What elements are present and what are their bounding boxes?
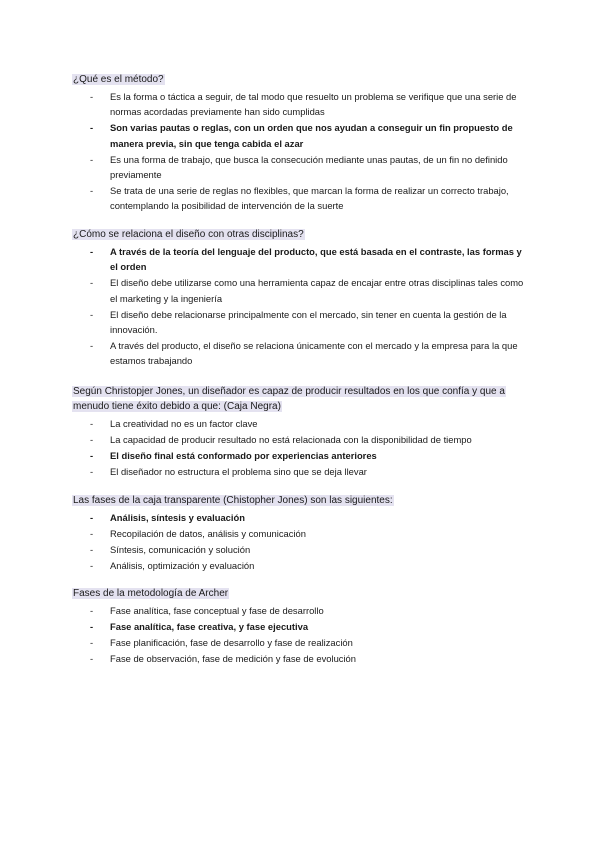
bullet-dash: -	[90, 449, 94, 461]
answer-option	[72, 275, 532, 306]
answer-option	[72, 464, 532, 479]
bullet-dash: -	[90, 153, 94, 165]
bullet-dash: -	[90, 308, 94, 320]
question-heading: ¿Cómo se relaciona el diseño con otras disciplinas?	[73, 229, 304, 240]
answer-text: Son varias pautas o reglas, con un orden que nos ayudan a conseguir un fin propuesto de manera previa, sin que tenga cabida el azar	[110, 122, 513, 149]
answer-text: La creatividad no es un factor clave	[110, 418, 258, 429]
answer-option	[72, 635, 532, 650]
answer-list	[72, 416, 532, 479]
bullet-dash: -	[90, 184, 94, 196]
question-heading: ¿Qué es el método?	[73, 74, 164, 85]
bullet-dash: -	[90, 277, 94, 289]
bullet-dash: -	[90, 512, 94, 523]
question-block-4	[72, 493, 532, 574]
answer-option	[72, 183, 532, 214]
bullet-dash: -	[90, 543, 94, 555]
bullet-dash: -	[90, 559, 94, 571]
bullet-dash: -	[90, 652, 94, 664]
answer-list	[72, 244, 532, 369]
answer-option	[72, 432, 532, 447]
question-block-2	[72, 227, 532, 369]
bullet-dash: -	[90, 246, 94, 257]
answer-text: Fase analítica, fase conceptual y fase de desarrollo	[110, 605, 324, 616]
answer-text: La capacidad de producir resultado no está relacionada con la disponibilidad de tiempo	[110, 433, 472, 445]
bullet-dash: -	[90, 465, 94, 477]
answer-option	[72, 542, 532, 557]
answer-text: El diseño debe relacionarse principalmente con el mercado, sin tener en cuenta la gestión de la innovación.	[110, 308, 507, 336]
answer-option	[72, 338, 532, 369]
bullet-dash: -	[90, 122, 94, 134]
question-heading: Las fases de la caja transparente (Chistopher Jones) son las siguientes:	[73, 495, 393, 506]
answer-list	[72, 603, 532, 666]
answer-option	[72, 152, 532, 183]
answer-text: El diseño final está conformado por experiencias anteriores	[110, 449, 377, 461]
answer-option	[72, 526, 532, 541]
answer-option-correct	[72, 244, 532, 275]
answer-text: El diseñador no estructura el problema sino que se deja llevar	[110, 465, 367, 477]
bullet-dash: -	[90, 605, 94, 616]
question-block-3	[72, 384, 532, 480]
answer-option	[72, 416, 532, 431]
answer-option	[72, 603, 532, 618]
bullet-dash: -	[90, 433, 94, 445]
answer-list	[72, 89, 532, 214]
question-block-5	[72, 586, 532, 667]
answer-text: A través de la teoría del lenguaje del producto, que está basada en el contraste, las formas y el orden	[110, 246, 522, 273]
answer-option-correct	[72, 448, 532, 463]
answer-option-correct	[72, 510, 532, 525]
answer-option	[72, 307, 532, 338]
answer-text: A través del producto, el diseño se relaciona únicamente con el mercado y la empresa para la que estamos trabajando	[110, 339, 518, 367]
bullet-dash: -	[90, 418, 94, 429]
answer-option	[72, 558, 532, 573]
bullet-dash: -	[90, 91, 94, 102]
answer-text: Recopilación de datos, análisis y comunicación	[110, 527, 306, 539]
answer-text: Fase planificación, fase de desarrollo y fase de realización	[110, 636, 353, 648]
answer-text: Fase de observación, fase de medición y fase de evolución	[110, 652, 356, 664]
question-block-1	[72, 72, 532, 214]
question-heading: Fases de la metodología de Archer	[73, 588, 229, 599]
answer-text: Análisis, optimización y evaluación	[110, 559, 255, 571]
answer-option-correct	[72, 120, 532, 151]
answer-text: Análisis, síntesis y evaluación	[110, 512, 245, 523]
answer-text: Fase analítica, fase creativa, y fase ejecutiva	[110, 620, 309, 632]
answer-option	[72, 651, 532, 666]
answer-text: Se trata de una serie de reglas no flexibles, que marcan la forma de realizar un correcto trabajo, contemplando la posibilidad de intervención de la suerte	[110, 184, 509, 212]
question-heading: Según Christopjer Jones, un diseñador es capaz de producir resultados en los que confía y que a menudo tiene éxito debido a que: (Caja Negra)	[73, 386, 505, 412]
answer-text: El diseño debe utilizarse como una herramienta capaz de encajar entre otras disciplinas tales como el marketing y la ingeniería	[110, 277, 524, 304]
answer-option-correct	[72, 619, 532, 634]
answer-option	[72, 89, 532, 120]
answer-text: Es una forma de trabajo, que busca la consecución mediante unas pautas, de un fin no definido previamente	[110, 153, 508, 181]
bullet-dash: -	[90, 527, 94, 539]
answer-text: Síntesis, comunicación y solución	[110, 543, 251, 555]
answer-list	[72, 510, 532, 573]
bullet-dash: -	[90, 339, 94, 351]
bullet-dash: -	[90, 636, 94, 648]
answer-text: Es la forma o táctica a seguir, de tal modo que resuelto un problema se verifique que una serie de normas acordadas previamente han sido cumplidas	[110, 91, 517, 118]
bullet-dash: -	[90, 620, 94, 632]
